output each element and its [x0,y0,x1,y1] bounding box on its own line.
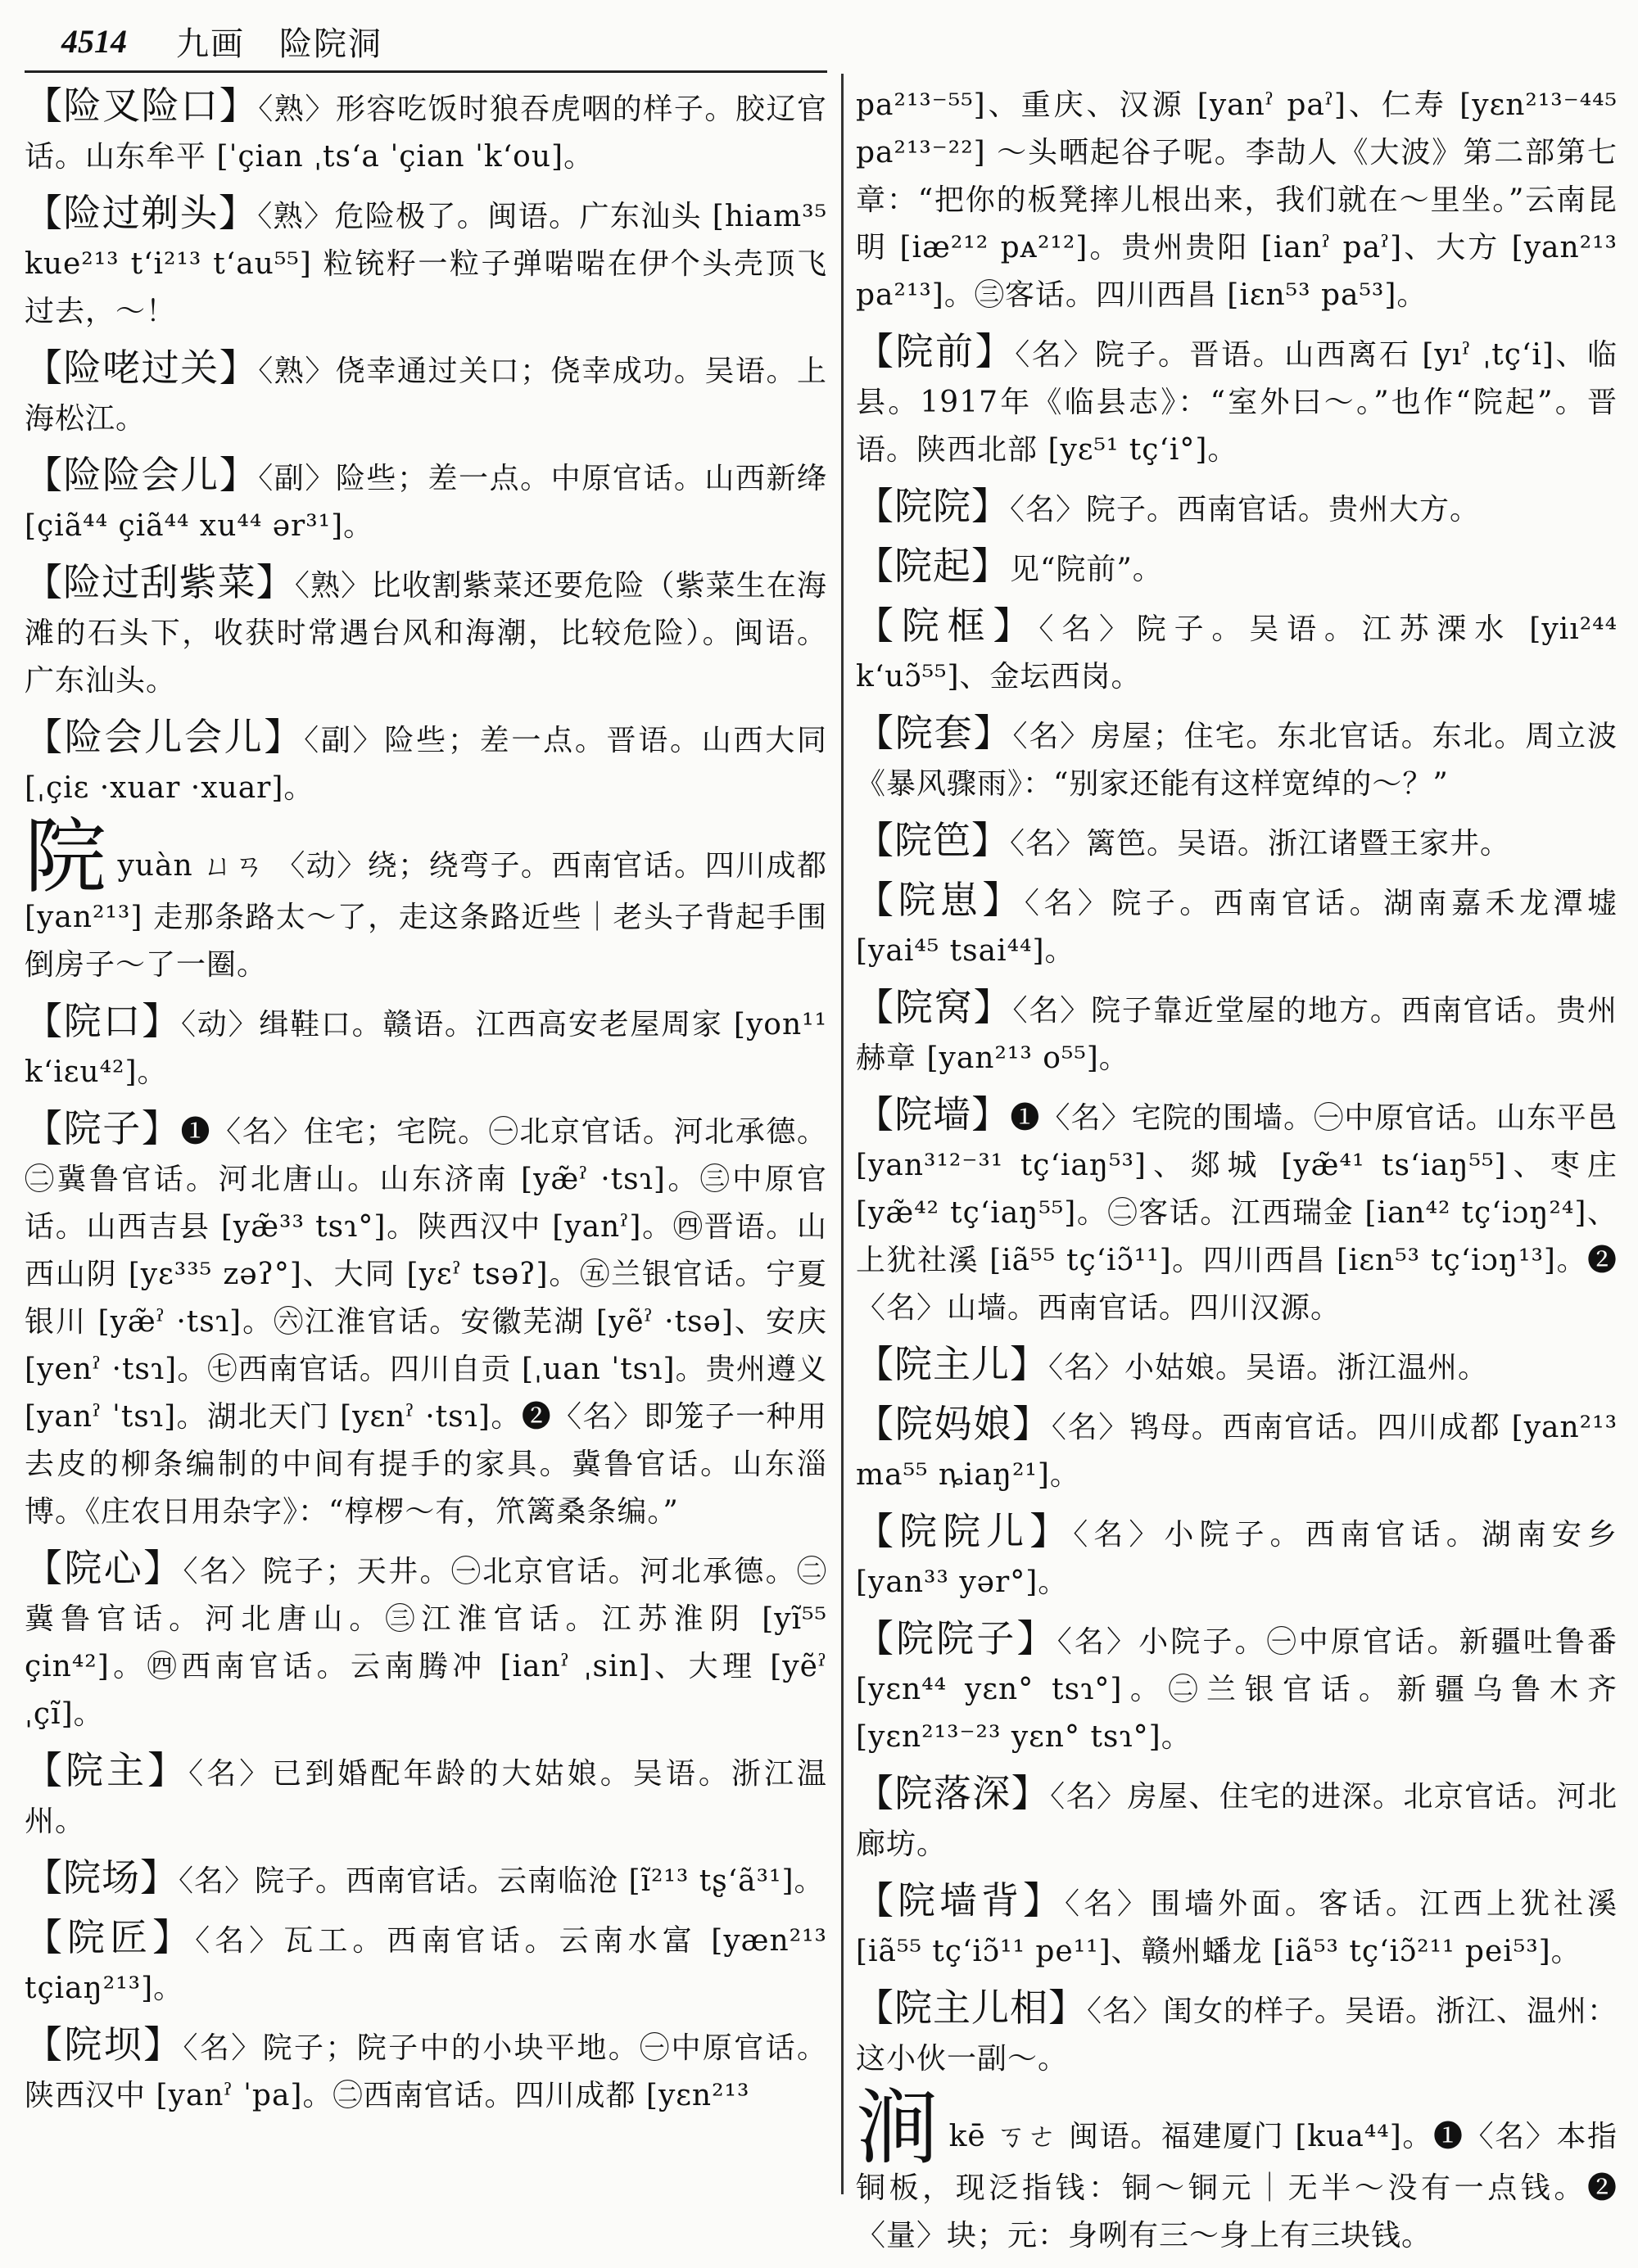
entry-headword: 【院笆】 [856,818,1010,862]
entry-definition: 见“院前”。 [1010,553,1163,586]
header-rule [25,70,827,73]
dictionary-entry [856,1769,1618,1868]
entry-headword: 【险会儿会儿】 [25,715,305,759]
entry-headword: 【院主儿】 [856,1342,1048,1386]
entry-definition: ❶〈名〉住宅；宅院。㊀北京官话。河北承德。㊁冀鲁官话。河北唐山。山东济南 [yæ̃ˀ ·tsɿ]。㊂中原官话。山西吉县 [yæ̃³³ tsɿ°]。陕西汉中 [yanˀ]。㊃晋语。山西山阴 [yɛ³³⁵ zəʔ°]、大同 [yɛˀ tsəʔ]。㊄兰银官话。宁夏银川 [yæ̃ˀ ·tsɿ]。㊅江淮官话。安徽芜湖 [yẽˀ ·tsə]、安庆 [yenˀ ·tsɿ]。㊆西南官话。四川自贡 [ˌuan ˈtsɿ]。贵州遵义 [yanˀ ˈtsɿ]。湖北天门 [yɛnˀ ·tsɿ]。❷〈名〉即笼子一种用去皮的柳条编制的中间有提手的家具。冀鲁官话。山东淄博。《庄农日用杂字》：“椁椤～有，笊篱桑条编。” [25,1115,827,1529]
entry-headword: 【险过刮紫菜】 [25,560,295,604]
dictionary-entry [856,1400,1618,1499]
entry-headword: 【险叉险口】 [25,84,259,128]
entry-definition: 〈名〉院子。西南官话。贵州大方。 [1010,493,1481,526]
entry-definition: 〈名〉院子；院子中的小块平地。㊀中原官话。陕西汉中 [yanˀ ˈpa]。㊁西南官话。四川成都 [yɛn²¹³ [25,2031,827,2112]
entry-headword: 【院套】 [856,711,1013,755]
entry-headword: 【院落深】 [856,1771,1051,1815]
dictionary-entry [856,328,1618,474]
entry-definition: ❶〈名〉宅院的围墙。㊀中原官话。山东平邑 [yan³¹²⁻³¹ tçʻiaŋ⁵³]、郯城 [yæ̃⁴¹ tsʻiaŋ⁵⁵]、枣庄 [yæ̃⁴² tçʻiaŋ⁵⁵]。㊁客话。江西瑞金 [ian⁴² tçʻiɔŋ²⁴]、上犹社溪 [iã⁵⁵ tçʻiɔ̃¹¹]。四川西昌 [iɛn⁵³ tçʻiɔŋ¹³]。❷〈名〉山墙。西南官话。四川汉源。 [856,1101,1618,1325]
entry-definition: pa²¹³⁻⁵⁵]、重庆、汉源 [yanˀ paˀ]、仁寿 [yɛn²¹³⁻⁴⁴⁵ pa²¹³⁻²²] ～头晒起谷子呢。李劼人《大波》第二部第七章：“把你的板凳摔儿根出来，我们就在～里坐。”云南昆明 [iæ²¹² pᴀ²¹²]。贵州贵阳 [ianˀ paˀ]、大方 [yan²¹³ pa²¹³]。㊂客话。四川西昌 [iɛn⁵³ pa⁵³]。 [856,88,1618,312]
left-column [25,82,827,2128]
page-number: 4514 [61,22,127,60]
dictionary-entry [25,1913,827,2013]
dictionary-entry [856,1340,1618,1392]
entry-definition: kē ㄎㄜ 闽语。福建厦门 [kua⁴⁴]。❶〈名〉本指铜板，现泛指钱：铜～铜元｜无半～没有一点钱。❷〈量〉块；元：身咧有三～身上有三块钱。 [856,2120,1618,2252]
dictionary-entry [856,816,1618,868]
entry-definition: 〈熟〉形容吃饭时狼吞虎咽的样子。胶辽官话。山东牟平 [ˈçian ˌtsʻa ˈçian ˈkʻou]。 [25,93,827,174]
entry-definition: 〈副〉险些；差一点。晋语。山西大同 [ˌçiɛ ·xuar ·xuar]。 [25,724,827,805]
entry-definition: 〈名〉小姑娘。吴语。浙江温州。 [1048,1351,1489,1385]
entry-definition: 〈名〉鸨母。西南官话。四川成都 [yan²¹³ ma⁵⁵ ȵiaŋ²¹]。 [856,1411,1618,1492]
entry-definition: 〈熟〉危险极了。闽语。广东汕头 [hiam³⁵ kue²¹³ tʻi²¹³ tʻau⁵⁵] 粒铳籽一粒子弹啱啱在伊个头壳顶飞过去，～！ [25,200,828,328]
entry-definition: 〈名〉院子。晋语。山西离石 [yıˀ ˌtçʻi]、临县。1917年《临县志》：“室外曰～。”也作“院起”。晋语。陕西北部 [yɛ⁵¹ tçʻi°]。 [856,338,1618,467]
dictionary-entry-continued [856,82,1618,319]
entry-definition: 〈名〉闺女的样子。吴语。浙江、温州：这小伙一副～。 [856,1995,1618,2076]
entry-headword: 【院起】 [856,544,1010,588]
dictionary-entry [25,189,827,336]
entry-headword: 【院心】 [25,1546,183,1590]
dictionary-entry [25,997,827,1096]
entry-headword: 【院坝】 [25,2022,183,2067]
entry-headword: 【院妈娘】 [856,1402,1052,1446]
dictionary-entry [856,482,1618,534]
dictionary-entry [25,2021,827,2120]
dictionary-entry [856,1615,1618,1761]
entry-definition: 〈名〉已到婚配年龄的大姑娘。吴语。浙江温州。 [25,1757,827,1838]
dictionary-entry [25,1854,827,1905]
dictionary-entry [25,558,827,705]
entry-headword: 【院口】 [25,999,182,1043]
dictionary-entry [25,344,827,443]
entry-definition: 〈名〉围墙外面。客话。江西上犹社溪 [iã⁵⁵ tçʻiɔ̃¹¹ pe¹¹]、赣州蟠龙 [iã⁵³ tçʻiɔ̃²¹¹ pei⁵³]。 [856,1887,1618,1968]
dictionary-entry-character [856,2080,1618,2260]
entry-definition: 〈名〉院子。西南官话。云南临沧 [ĩ²¹³ tʂʻã³¹]。 [179,1864,825,1898]
dictionary-entry [25,1746,827,1846]
entry-headword: 【院院儿】 [856,1509,1074,1553]
entry-headword: 【院匠】 [25,1915,196,1959]
dictionary-entry [856,876,1618,975]
entry-definition: 〈名〉院子。吴语。江苏溧水 [yiı²⁴⁴ kʻuɔ̃⁵⁵]、金坛西岗。 [856,612,1618,694]
entry-definition: 〈名〉房屋；住宅。东北官话。东北。周立波《暴风骤雨》：“别家还能有这样宽绰的～？” [856,720,1618,801]
dictionary-entry [856,1091,1618,1332]
column-divider [841,74,844,2194]
entry-definition: 〈名〉小院子。西南官话。湖南安乡 [yan³³ yər°]。 [856,1518,1618,1599]
dictionary-entry [856,602,1618,701]
entry-headword: 【院前】 [856,329,1016,373]
entry-headword: 【院墙】 [856,1092,1011,1136]
dictionary-entry [856,1507,1618,1606]
entry-definition: 〈名〉篱笆。吴语。浙江诸暨王家井。 [1010,827,1511,861]
dictionary-entry [25,1544,827,1738]
entry-headword: 【院崽】 [856,878,1025,922]
entry-definition: 〈熟〉侥幸通过关口；侥幸成功。吴语。上海松江。 [25,355,827,436]
entry-definition: 〈名〉瓦工。西南官话。云南水富 [yæn²¹³ tçiaŋ²¹³]。 [25,1924,827,2005]
right-column [856,82,1618,2268]
entry-headword: 【院框】 [856,603,1039,648]
entry-headword: 【院窝】 [856,985,1013,1029]
entry-headword: 【院子】 [25,1106,181,1150]
entry-definition: 〈名〉院子。西南官话。湖南嘉禾龙潭墟 [yai⁴⁵ tsai⁴⁴]。 [856,887,1618,968]
dictionary-entry [25,451,827,550]
dictionary-entry [25,1105,827,1536]
dictionary-entry [25,82,827,181]
entry-headword: 【院墙背】 [856,1878,1065,1922]
entry-definition: 〈名〉房屋、住宅的进深。北京官话。河北廊坊。 [856,1780,1618,1861]
entry-definition: 〈名〉院子；天井。㊀北京官话。河北承德。㊁冀鲁官话。河北唐山。㊂江淮官话。江苏淮阴 [yĩ⁵⁵ çin⁴²]。㊃西南官话。云南腾冲 [ianˀ ˌsin]、大理 [yẽˀ ˌçĩ]。 [25,1555,827,1731]
entry-headword: 【院主】 [25,1748,189,1792]
entry-definition: 〈熟〉比收割紫菜还要危险（紫菜生在海滩的石头下，收获时常遇台风和海潮，比较危险）。闽语。广东汕头。 [25,569,827,698]
dictionary-entry [856,1984,1618,2083]
entry-definition: 〈副〉险些；差一点。中原官话。山西新绛 [çiã⁴⁴ çiã⁴⁴ xu⁴⁴ ər³¹]。 [25,462,827,543]
entry-headword: 【险险会儿】 [25,453,259,497]
entry-headword: 【院院】 [856,484,1010,528]
page-header [61,16,382,66]
entry-headword: 【院主儿相】 [856,1986,1087,2030]
dictionary-entry [856,1877,1618,1976]
entry-headword: 【院场】 [25,1855,179,1900]
dictionary-entry [856,542,1618,594]
entry-definition: 〈动〉缉鞋口。赣语。江西高安老屋周家 [yon¹¹ kʻiɛu⁴²]。 [25,1008,828,1089]
page-running-title: 九画 险院洞 [176,25,382,63]
entry-head-character: 院 [25,809,108,905]
dictionary-entry [25,713,827,812]
entry-definition: 〈名〉院子靠近堂屋的地方。西南官话。贵州赫章 [yan²¹³ o⁵⁵]。 [856,994,1618,1075]
dictionary-entry [856,983,1618,1082]
entry-definition: 〈名〉小院子。㊀中原官话。新疆吐鲁番 [yɛn⁴⁴ yɛn° tsɿ°]。㊁兰银官话。新疆乌鲁木齐 [yɛn²¹³⁻²³ yɛn° tsɿ°]。 [856,1625,1618,1754]
entry-definition: yuàn ㄩㄢ 〈动〉绕；绕弯子。西南官话。四川成都 [yan²¹³] 走那条路太～了，走这条路近些｜老头子背起手围倒房子～了一圈。 [25,849,827,982]
entry-headword: 【院院子】 [856,1616,1057,1660]
entry-headword: 【险咾过关】 [25,346,259,390]
entry-headword: 【险过剃头】 [25,191,258,235]
dictionary-entry-character [25,809,827,989]
dictionary-entry [856,709,1618,808]
entry-head-character: 涧 [856,2080,939,2175]
